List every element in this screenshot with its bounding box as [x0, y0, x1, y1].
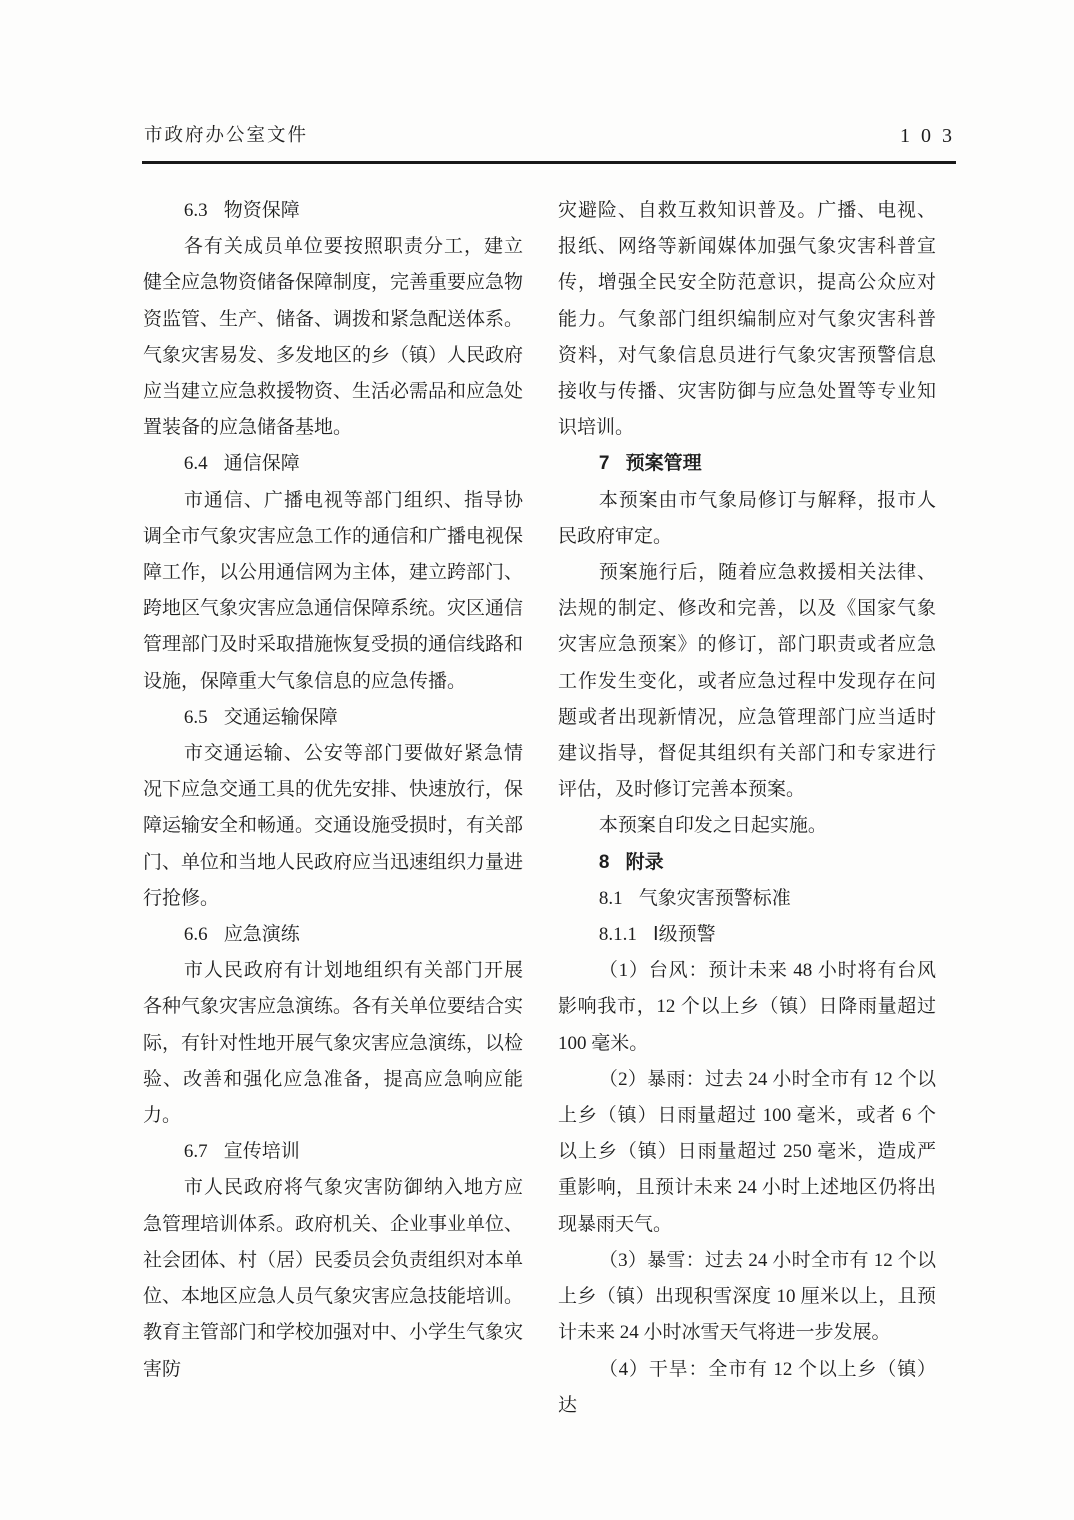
section-number: 6.7 [183, 1141, 208, 1163]
section-title: 附录 [625, 851, 664, 873]
section-title: 通信保障 [223, 453, 300, 475]
section-heading-6.7 [143, 1134, 523, 1170]
section-heading-6.4 [143, 446, 523, 482]
page-number: 103 [900, 125, 963, 147]
section-heading-8.1 [558, 881, 936, 917]
left-column [143, 193, 523, 1424]
section-title: 交通运输保障 [223, 706, 338, 728]
section-number: 6.4 [183, 453, 208, 475]
paragraph: （3）暴雪：过去 24 小时全市有 12 个以上乡（镇）出现积雪深度 10 厘米以上，且预计未来 24 小时冰雪天气将进一步发展。 [558, 1249, 936, 1344]
section-number: 6.3 [183, 200, 208, 221]
paragraph: （4）干旱：全市有 12 个以上乡（镇）达 [558, 1358, 936, 1416]
section-number: 8 [598, 851, 610, 873]
paragraph: 本预案由市气象局修订与解释，报市人民政府审定。 [558, 489, 936, 547]
section-title: 物资保障 [223, 200, 300, 221]
section-heading-7 [558, 446, 936, 482]
page-header [144, 124, 963, 148]
paragraph: 本预案自印发之日起实施。 [598, 815, 827, 837]
section-heading-6.6 [143, 917, 523, 953]
section-heading-8.1.1 [558, 917, 936, 953]
header-rule [142, 161, 956, 164]
section-number: 8.1 [598, 887, 623, 909]
section-heading-6.5 [143, 700, 523, 736]
section-heading-6.3 [143, 193, 523, 229]
paragraph: （2）暴雨：过去 24 小时全市有 12 个以上乡（镇）日雨量超过 100 毫米，或者 6 个以上乡（镇）日雨量超过 250 毫米，造成严重影响，且预计未来 24 小时上述地区仍将出现暴雨天气。 [558, 1068, 936, 1235]
paragraph: 市通信、广播电视等部门组织、指导协调全市气象灾害应急工作的通信和广播电视保障工作，以公用通信网为主体，建立跨部门、跨地区气象灾害应急通信保障系统。灾区通信管理部门及时采取措施恢复受损的通信线路和设施，保障重大气象信息的应急传播。 [143, 489, 524, 692]
paragraph: （1）台风：预计未来 48 小时将有台风影响我市，12 个以上乡（镇）日降雨量超过 100 毫米。 [558, 960, 936, 1054]
section-number: 8.1.1 [598, 924, 637, 946]
right-column [558, 193, 936, 1424]
paragraph: 市交通运输、公安等部门要做好紧急情况下应急交通工具的优先安排、快速放行，保障运输安全和畅通。交通设施受损时，有关部门、单位和当地人民政府应当迅速组织力量进行抢修。 [143, 743, 524, 909]
paragraph: 各有关成员单位要按照职责分工，建立健全应急物资储备保障制度，完善重要应急物资监管、生产、储备、调拨和紧急配送体系。气象灾害易发、多发地区的乡（镇）人民政府应当建立应急救援物资、生活必需品和应急处置装备的应急储备基地。 [143, 236, 524, 439]
section-title: 预案管理 [625, 453, 702, 475]
paragraph: 市人民政府将气象灾害防御纳入地方应急管理培训体系。政府机关、企业事业单位、社会团体、村（居）民委员会负责组织对本单位、本地区应急人员气象灾害应急技能培训。教育主管部门和学校加强对中、小学生气象灾害防 [143, 1177, 524, 1380]
paragraph: 预案施行后，随着应急救援相关法律、法规的制定、修改和完善，以及《国家气象灾害应急预案》的修订，部门职责或者应急工作发生变化，或者应急过程中发现存在问题或者出现新情况，应急管理部门应当适时建议指导，督促其组织有关部门和专家进行评估，及时修订完善本预案。 [558, 562, 936, 801]
section-title: 气象灾害预警标准 [638, 887, 791, 909]
section-heading-8 [558, 845, 936, 881]
doc-header-title: 市政府办公室文件 [144, 126, 309, 146]
section-title: Ⅰ级预警 [652, 924, 716, 946]
section-number: 6.6 [183, 924, 208, 946]
section-title: 宣传培训 [223, 1141, 300, 1163]
document-body [143, 193, 957, 1424]
section-title: 应急演练 [223, 924, 300, 946]
section-number: 6.5 [183, 706, 208, 728]
section-number: 7 [598, 453, 610, 475]
paragraph: 灾避险、自救互救知识普及。广播、电视、报纸、网络等新闻媒体加强气象灾害科普宣传，增强全民安全防范意识，提高公众应对能力。气象部门组织编制应对气象灾害科普资料，对气象信息员进行气象灾害预警信息接收与传播、灾害防御与应急处置等专业知识培训。 [558, 200, 936, 439]
paragraph: 市人民政府有计划地组织有关部门开展各种气象灾害应急演练。各有关单位要结合实际，有针对性地开展气象灾害应急演练，以检验、改善和强化应急准备，提高应急响应能力。 [143, 960, 524, 1127]
